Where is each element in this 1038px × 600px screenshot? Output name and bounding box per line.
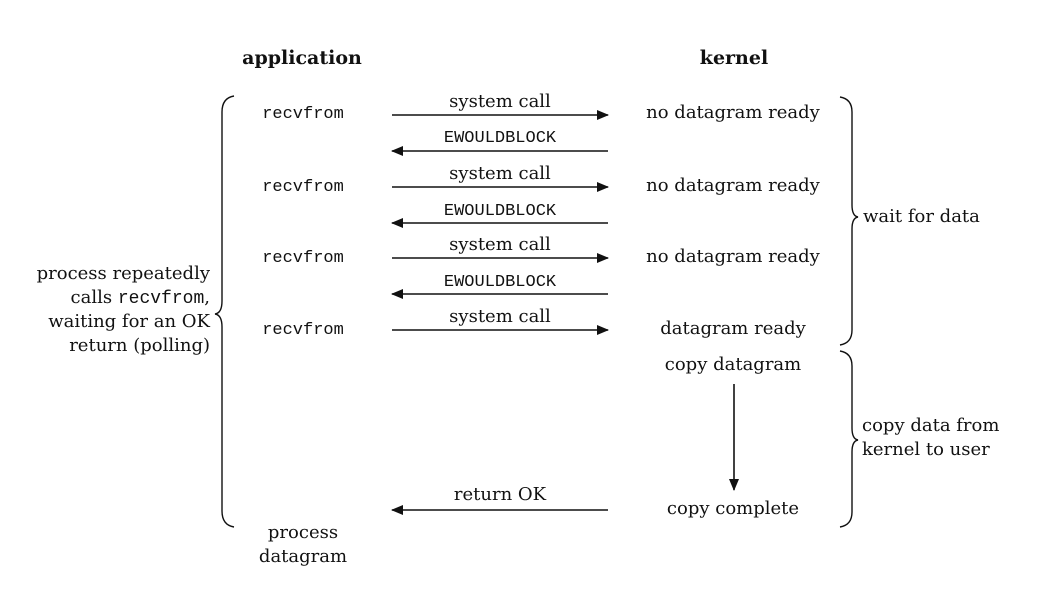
copy-datagram-label: copy datagram — [664, 354, 802, 375]
left-brace — [215, 96, 234, 527]
copy-data-label-line1: copy data from — [862, 415, 1000, 436]
kernel-state-2: no datagram ready — [646, 175, 820, 196]
kernel-state-1: no datagram ready — [646, 102, 820, 123]
process-datagram-line2: datagram — [258, 546, 348, 567]
left-note-line2 — [71, 287, 210, 309]
copy-brace — [840, 351, 858, 527]
system-call-label-3: system call — [449, 234, 551, 255]
left-note-line2-code: recvfrom — [117, 289, 205, 309]
left-note-line4: return (polling) — [69, 335, 210, 356]
process-datagram-line1: process — [267, 522, 339, 543]
wait-for-data-label: wait for data — [863, 206, 980, 227]
header-application: application — [242, 47, 362, 69]
recvfrom-call-2: recvfrom — [262, 178, 344, 197]
system-call-label-2: system call — [449, 163, 551, 184]
recvfrom-call-4: recvfrom — [262, 321, 344, 340]
wait-brace — [840, 97, 858, 345]
left-note-line1: process repeatedly — [36, 263, 210, 284]
ewouldblock-label-3: EWOULDBLOCK — [443, 273, 557, 292]
kernel-state-4: datagram ready — [660, 318, 806, 339]
system-call-label-4: system call — [449, 306, 551, 327]
copy-complete-label: copy complete — [666, 498, 800, 519]
copy-data-label-line2: kernel to user — [862, 439, 990, 460]
system-call-label-1: system call — [449, 91, 551, 112]
left-note-line2-suffix: , — [204, 287, 210, 308]
left-note-line3: waiting for an OK — [48, 311, 210, 332]
ewouldblock-label-1: EWOULDBLOCK — [443, 129, 557, 148]
recvfrom-call-3: recvfrom — [262, 249, 344, 268]
kernel-state-3: no datagram ready — [646, 246, 820, 267]
ewouldblock-label-2: EWOULDBLOCK — [443, 202, 557, 221]
left-note-line2-prefix: calls — [70, 287, 118, 308]
return-ok-label: return OK — [453, 484, 547, 505]
recvfrom-call-1: recvfrom — [262, 105, 344, 124]
header-kernel: kernel — [699, 47, 769, 69]
